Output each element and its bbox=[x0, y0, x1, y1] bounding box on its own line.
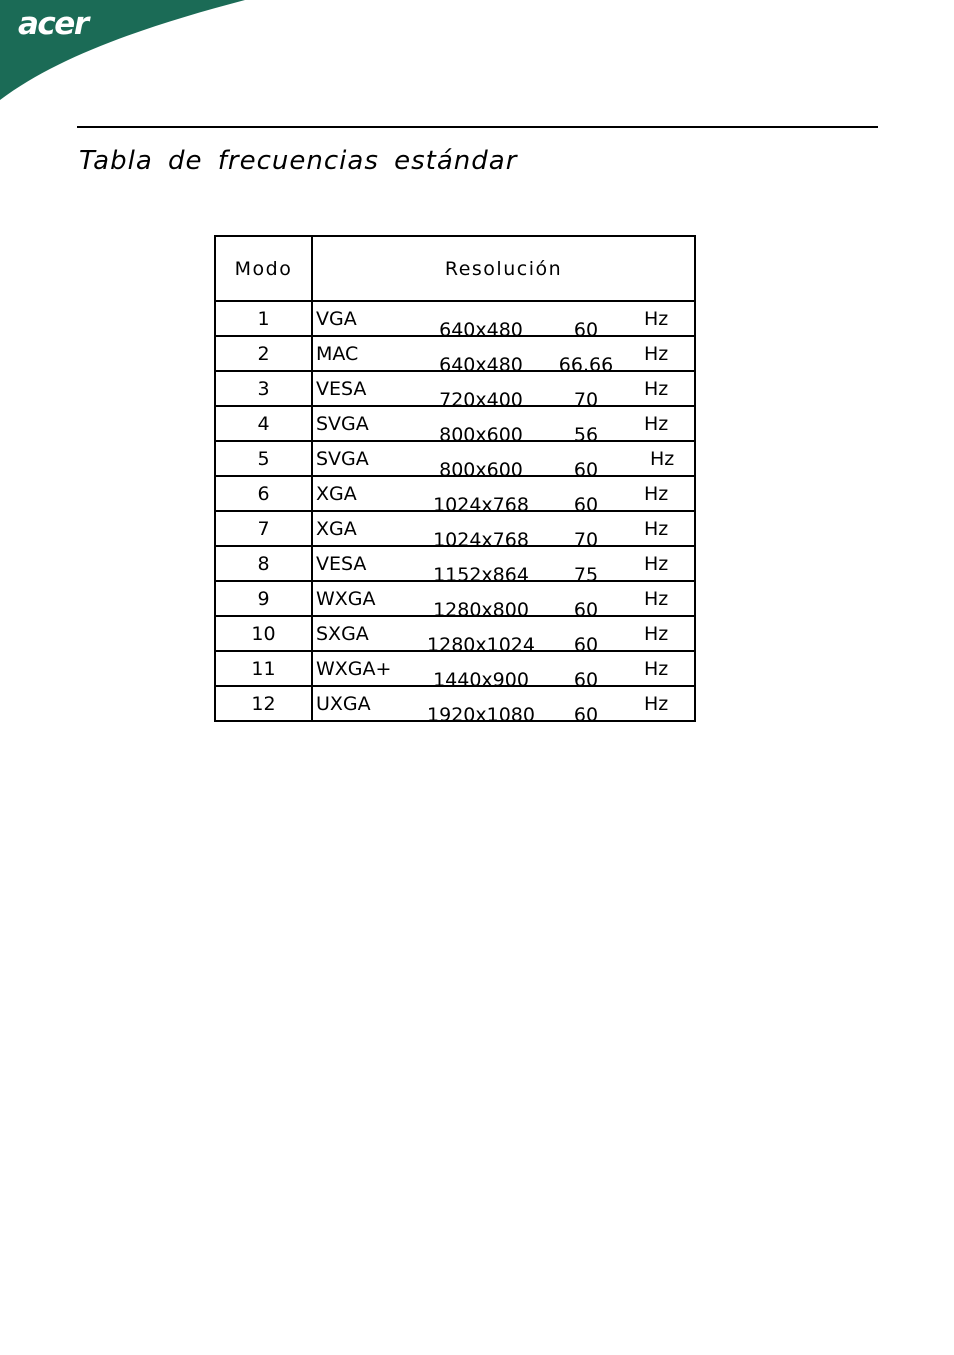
resolution-text: 1920x1080 bbox=[427, 703, 535, 726]
refresh-rate-text: 60 bbox=[573, 703, 599, 726]
mode-number-cell: 8 bbox=[215, 546, 312, 581]
mode-name: SVGA bbox=[316, 447, 369, 470]
table-row bbox=[215, 336, 695, 371]
table-row bbox=[215, 651, 695, 686]
table-row bbox=[215, 441, 695, 476]
mode-number-cell: 2 bbox=[215, 336, 312, 371]
resolution-text: 800x600 bbox=[439, 458, 523, 481]
header-divider bbox=[77, 126, 878, 128]
mode-name: VGA bbox=[316, 307, 357, 330]
resolution-cell bbox=[312, 651, 695, 691]
refresh-rate-text: 60 bbox=[573, 493, 599, 516]
table-row bbox=[215, 301, 695, 336]
refresh-rate-text: 56 bbox=[573, 423, 599, 446]
table-row bbox=[215, 686, 695, 721]
resolution-cell bbox=[312, 336, 695, 376]
refresh-rate-text: 60 bbox=[573, 633, 599, 656]
resolution-cell bbox=[312, 441, 695, 481]
mode-number-cell: 6 bbox=[215, 476, 312, 511]
table-row bbox=[215, 406, 695, 441]
resolution-cell bbox=[312, 406, 695, 446]
mode-number-cell: 9 bbox=[215, 581, 312, 616]
frequency-unit: Hz bbox=[650, 447, 675, 470]
mode-number-cell: 5 bbox=[215, 441, 312, 476]
resolution-text: 640x480 bbox=[439, 318, 523, 341]
mode-number-cell: 3 bbox=[215, 371, 312, 406]
frequency-table bbox=[214, 235, 696, 726]
frequency-unit: Hz bbox=[644, 657, 669, 680]
header-resolution: Resolución bbox=[312, 236, 695, 301]
acer-logo: acer bbox=[18, 6, 88, 42]
mode-name: XGA bbox=[316, 482, 357, 505]
mode-number-cell: 4 bbox=[215, 406, 312, 441]
frequency-unit: Hz bbox=[644, 517, 669, 540]
resolution-cell bbox=[312, 511, 695, 551]
mode-name: VESA bbox=[316, 552, 367, 575]
refresh-rate-text: 70 bbox=[573, 528, 599, 551]
refresh-rate-text: 60 bbox=[573, 458, 599, 481]
resolution-cell bbox=[312, 546, 695, 586]
mode-number-cell: 10 bbox=[215, 616, 312, 651]
refresh-rate-text: 75 bbox=[573, 563, 599, 586]
resolution-text: 1280x800 bbox=[433, 598, 529, 621]
resolution-cell bbox=[312, 616, 695, 656]
mode-name: WXGA+ bbox=[316, 657, 392, 680]
resolution-text: 1152x864 bbox=[433, 563, 529, 586]
mode-name: SXGA bbox=[316, 622, 369, 645]
resolution-text: 1024x768 bbox=[433, 528, 529, 551]
refresh-rate-text: 70 bbox=[573, 388, 599, 411]
table-row bbox=[215, 546, 695, 581]
mode-number-cell: 12 bbox=[215, 686, 312, 721]
refresh-rate-text: 60 bbox=[573, 668, 599, 691]
mode-name: VESA bbox=[316, 377, 367, 400]
resolution-cell bbox=[312, 371, 695, 411]
frequency-unit: Hz bbox=[644, 377, 669, 400]
table-row bbox=[215, 476, 695, 511]
mode-name: UXGA bbox=[316, 692, 371, 715]
mode-name: XGA bbox=[316, 517, 357, 540]
frequency-unit: Hz bbox=[644, 692, 669, 715]
resolution-text: 640x480 bbox=[439, 353, 523, 376]
resolution-cell bbox=[312, 476, 695, 516]
page-title: Tabla de frecuencias estándar bbox=[79, 146, 518, 176]
table-row bbox=[215, 616, 695, 651]
header-mode: Modo bbox=[215, 236, 312, 301]
resolution-text: 1024x768 bbox=[433, 493, 529, 516]
mode-name: MAC bbox=[316, 342, 359, 365]
resolution-text: 800x600 bbox=[439, 423, 523, 446]
mode-number-cell: 11 bbox=[215, 651, 312, 686]
resolution-text: 1440x900 bbox=[433, 668, 529, 691]
mode-number-cell: 1 bbox=[215, 301, 312, 336]
table-row bbox=[215, 581, 695, 616]
mode-number-cell: 7 bbox=[215, 511, 312, 546]
refresh-rate-text: 60 bbox=[573, 598, 599, 621]
resolution-text: 720x400 bbox=[439, 388, 523, 411]
frequency-unit: Hz bbox=[644, 622, 669, 645]
refresh-rate-text: 60 bbox=[573, 318, 599, 341]
frequency-unit: Hz bbox=[644, 342, 669, 365]
frequency-unit: Hz bbox=[644, 412, 669, 435]
table-row bbox=[215, 511, 695, 546]
frequency-unit: Hz bbox=[644, 482, 669, 505]
frequency-unit: Hz bbox=[644, 307, 669, 330]
resolution-cell bbox=[312, 581, 695, 621]
resolution-cell bbox=[312, 301, 695, 341]
table-header-row bbox=[215, 236, 695, 301]
mode-name: WXGA bbox=[316, 587, 376, 610]
resolution-text: 1280x1024 bbox=[427, 633, 535, 656]
resolution-cell bbox=[312, 686, 695, 726]
refresh-rate-text: 66.66 bbox=[558, 353, 614, 376]
mode-name: SVGA bbox=[316, 412, 369, 435]
table-row bbox=[215, 371, 695, 406]
frequency-unit: Hz bbox=[644, 587, 669, 610]
frequency-unit: Hz bbox=[644, 552, 669, 575]
